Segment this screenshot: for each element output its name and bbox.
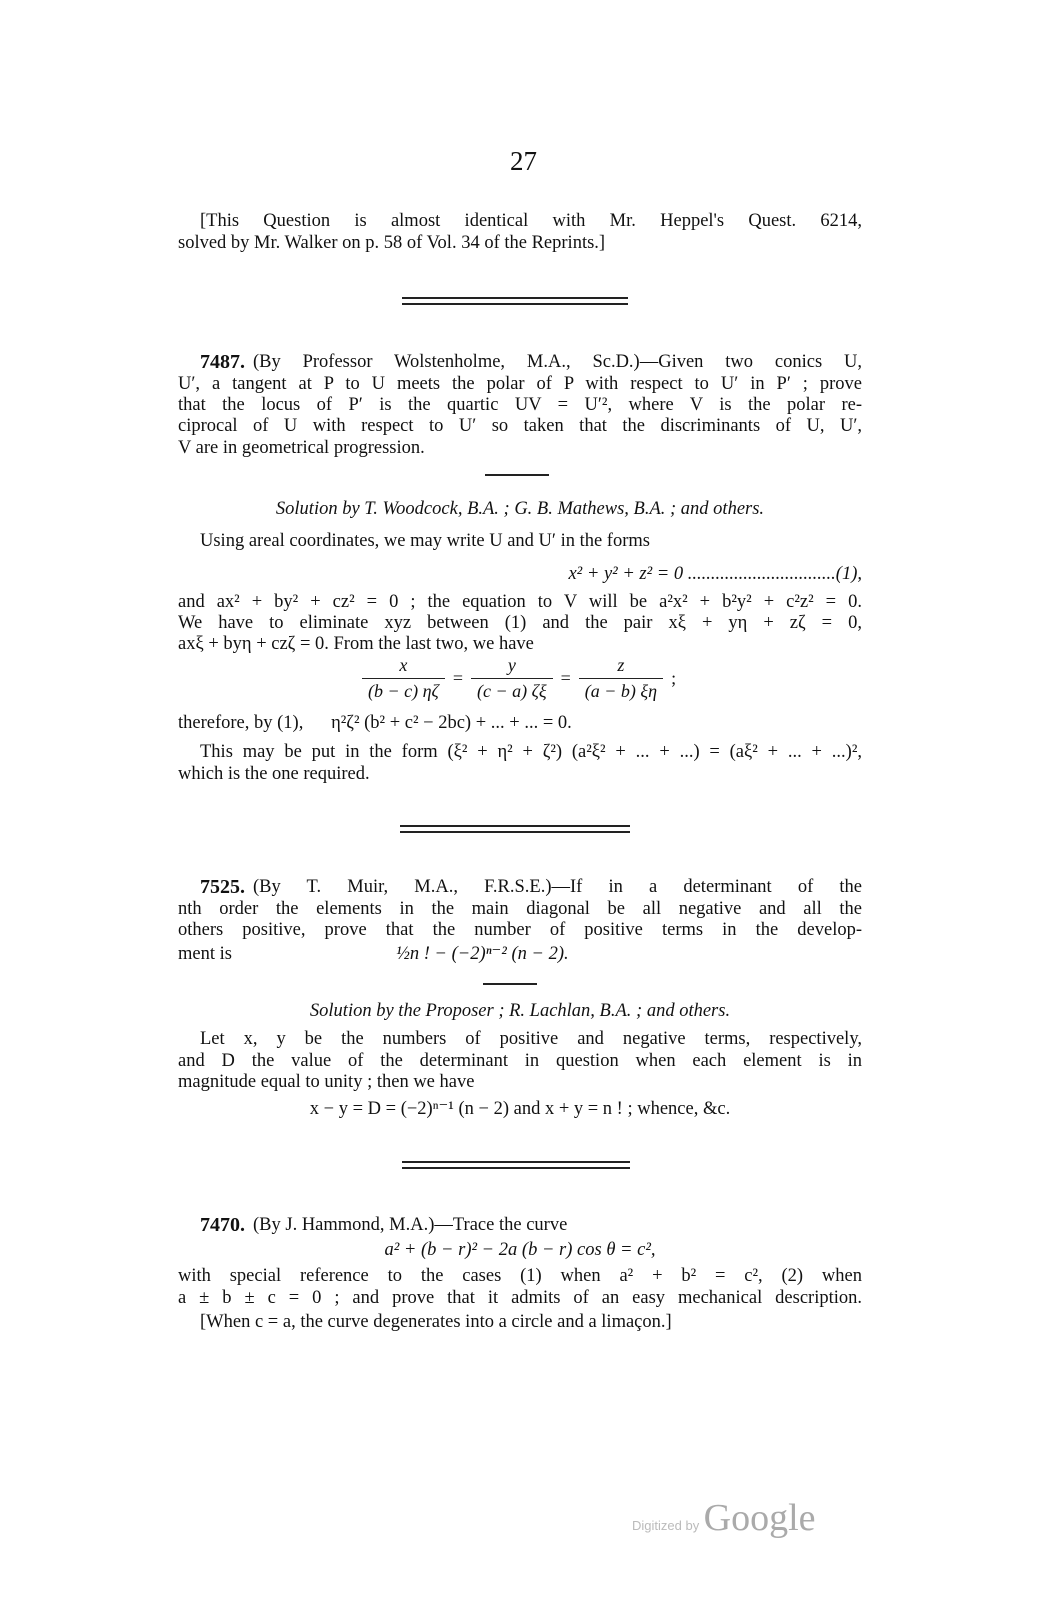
google-logo: Google: [703, 1497, 816, 1539]
numerator: x: [399, 655, 408, 675]
numerator: z: [617, 655, 625, 675]
question-number: 7487.: [200, 351, 245, 373]
curve-equation: a² + (b − r)² − 2a (b − r) cos θ = c²,: [384, 1240, 656, 1260]
solution-line: axξ + byη + czζ = 0. From the last two, we have: [178, 634, 534, 654]
google-watermark: [632, 1496, 816, 1540]
question-line: (By J. Hammond, M.A.)—Trace the curve: [253, 1215, 568, 1235]
question-line: [178, 943, 862, 965]
question-line: nth order the elements in the main diagonal be all negative and all the: [178, 899, 862, 919]
question-line: V are in geometrical progression.: [178, 438, 425, 458]
denominator: (b − c) ηζ: [362, 678, 445, 702]
question-7525: [178, 876, 862, 898]
denominator: (a − b) ξη: [579, 678, 663, 702]
short-rule: [485, 474, 549, 476]
solution-line: and ax² + by² + cz² = 0 ; the equation to V will be a²x² + b²y² + c²z² = 0.: [178, 592, 862, 612]
solution-line: magnitude equal to unity ; then we have: [178, 1072, 475, 1092]
solution-line: Using areal coordinates, we may write U and U′ in the forms: [200, 531, 650, 551]
question-line: a ± b ± c = 0 ; and prove that it admits of an easy mechanical description.: [178, 1288, 862, 1308]
question-7487: [178, 351, 862, 373]
equation-1: x² + y² + z² = 0 ................................(1),: [568, 564, 862, 584]
double-rule: [400, 825, 630, 827]
question-number: 7525.: [200, 876, 245, 898]
denominator: (c − a) ζξ: [471, 678, 553, 702]
double-rule: [402, 297, 628, 299]
note-line: [This Question is almost identical with Mr. Heppel's Quest. 6214,: [200, 211, 862, 231]
fraction-equation: [362, 655, 676, 702]
semicolon: ;: [671, 668, 677, 688]
question-line: [When c = a, the curve degenerates into a circle and a limaçon.]: [200, 1312, 672, 1332]
numerator: y: [507, 655, 516, 675]
question-number: 7470.: [200, 1214, 245, 1236]
double-rule: [402, 1167, 630, 1169]
question-line: (By T. Muir, M.A., F.R.S.E.)—If in a determinant of the: [253, 877, 862, 897]
double-rule: [402, 303, 628, 305]
page-number: 27: [510, 146, 537, 176]
double-rule: [400, 831, 630, 833]
solution-heading: Solution by T. Woodcock, B.A. ; G. B. Mathews, B.A. ; and others.: [275, 499, 765, 519]
watermark-prefix: Digitized by: [632, 1518, 700, 1533]
question-7470: [178, 1214, 862, 1236]
double-rule: [402, 1161, 630, 1163]
solution-line: Let x, y be the numbers of positive and negative terms, respectively,: [200, 1029, 862, 1049]
question-line: that the locus of P′ is the quartic UV = U′², where V is the polar re-: [178, 395, 862, 415]
solution-line: and D the value of the determinant in question when each element is in: [178, 1051, 862, 1071]
note-line: solved by Mr. Walker on p. 58 of Vol. 34 of the Reprints.]: [178, 233, 606, 253]
question-line: with special reference to the cases (1) when a² + b² = c², (2) when: [178, 1266, 862, 1286]
solution-line: We have to eliminate xyz between (1) and the pair xξ + yη + zζ = 0,: [178, 613, 862, 633]
question-line: (By Professor Wolstenholme, M.A., Sc.D.)—Given two conics U,: [253, 352, 862, 372]
equals: =: [452, 668, 463, 688]
question-line: others positive, prove that the number of positive terms in the develop-: [178, 920, 862, 940]
question-line: ciprocal of U with respect to U′ so taken that the discriminants of U, U′,: [178, 416, 862, 436]
solution-line: This may be put in the form (ξ² + η² + ζ²) (a²ξ² + ... + ...) = (aξ² + ... + ...)²,: [200, 742, 862, 762]
formula: ½n ! − (−2)ⁿ⁻² (n − 2).: [396, 944, 569, 964]
solution-line: therefore, by (1), η²ζ² (b² + c² − 2bc) + ... + ... = 0.: [178, 713, 572, 733]
solution-heading: Solution by the Proposer ; R. Lachlan, B.A. ; and others.: [309, 1001, 731, 1021]
label: ment is: [178, 944, 232, 964]
short-rule: [483, 983, 537, 985]
solution-line: x − y = D = (−2)ⁿ⁻¹ (n − 2) and x + y = n ! ; whence, &c.: [309, 1099, 731, 1119]
equals: =: [560, 668, 571, 688]
question-line: U′, a tangent at P to U meets the polar of P with respect to U′ in P′ ; prove: [178, 374, 862, 394]
solution-line: which is the one required.: [178, 764, 370, 784]
